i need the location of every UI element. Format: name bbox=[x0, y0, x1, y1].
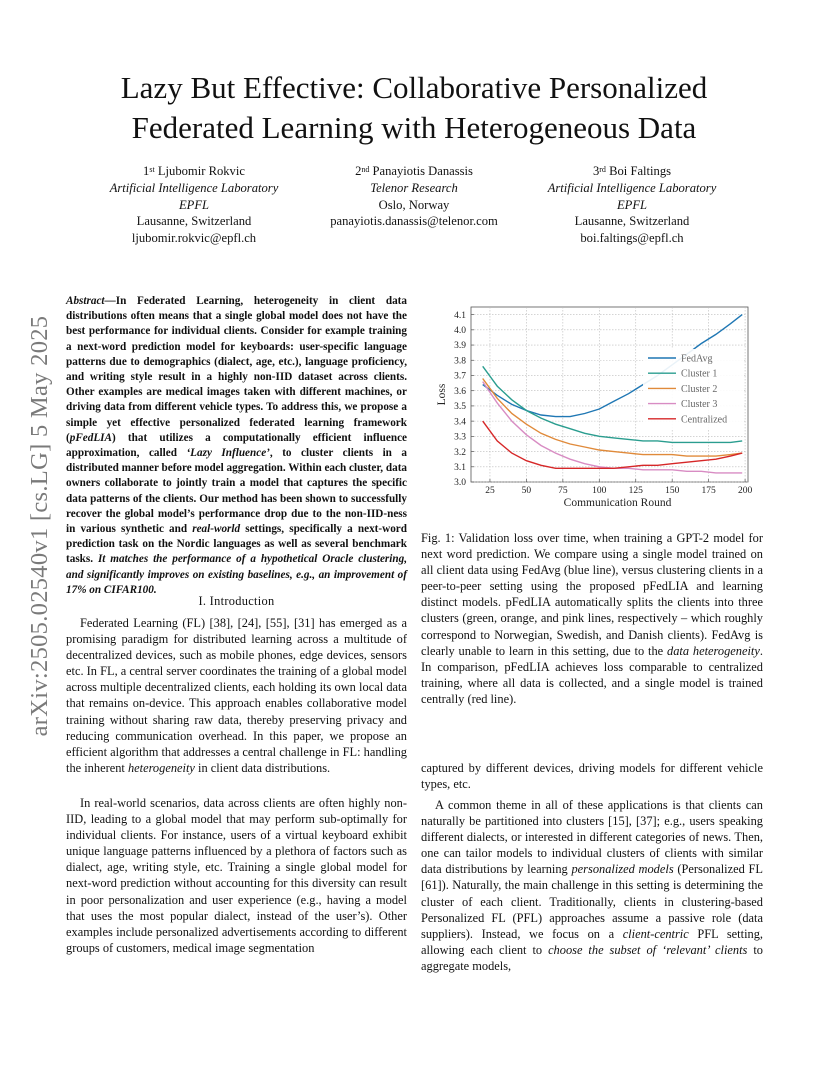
abstract: Abstract—In Federated Learning, heterogeneity in client data distributions often means that a single global model does not have the best performance for individual clients. Consider for example training a next-word prediction model for keyboards: user-specific language patterns due to demographics (dialect, age, etc.), language proficiency, and writing style result in a highly non-IID dataset across clients. Other examples are medical images taken with different machines, or driving data from different vehicle types. To address this, we propose a simple yet effective personalized federated learning framework (pFedLIA) that utilizes a computationally efficient influence approximation, called ‘Lazy Influence’, to cluster clients in a distributed manner before model aggregation. Within each cluster, data owners collaborate to jointly train a model that captures the specific data patterns of the clients. Our method has been shown to successfully recover the global model’s performance drop due to the non-IID-ness in various synthetic and real-world settings, specifically a next-word prediction task on the Nordic languages as well as several benchmark tasks. It matches the performance of a hypothetical Oracle clustering, and significantly improves on existing baselines, e.g., an improvement of 17% on CIFAR100. bbox=[66, 295, 408, 596]
author-email[interactable]: panayiotis.danassis@telenor.com bbox=[330, 214, 498, 229]
arxiv-stamp[interactable]: arXiv:2505.02540v1 [cs.LG] 5 May 2025 bbox=[26, 315, 53, 737]
y-tick-label: 3.7 bbox=[454, 371, 466, 382]
paper-title bbox=[60, 68, 768, 148]
y-tick-label: 3.2 bbox=[454, 447, 466, 458]
author-email[interactable]: ljubomir.rokvic@epfl.ch bbox=[131, 231, 257, 246]
author-location: Oslo, Norway bbox=[378, 197, 450, 212]
section-heading-introduction: I. Introduction bbox=[198, 594, 275, 608]
author-name: 1st Ljubomir Rokvic bbox=[143, 164, 245, 178]
x-tick-label: 125 bbox=[628, 486, 643, 496]
author-affiliation: Artificial Intelligence Laboratory bbox=[547, 180, 717, 195]
x-tick-label: 25 bbox=[485, 486, 495, 496]
y-tick-label: 3.4 bbox=[454, 417, 466, 428]
legend-label: Cluster 3 bbox=[681, 399, 718, 411]
y-tick-label: 3.5 bbox=[454, 402, 466, 413]
author-3 bbox=[512, 163, 752, 247]
author-organization: EPFL bbox=[616, 197, 648, 212]
author-name: 3rd Boi Faltings bbox=[592, 164, 672, 178]
x-tick-label: 175 bbox=[701, 486, 716, 496]
y-tick-label: 4.1 bbox=[454, 310, 466, 321]
loss-line-chart bbox=[430, 300, 755, 515]
x-tick-label: 100 bbox=[592, 486, 607, 496]
y-tick-label: 3.3 bbox=[454, 432, 466, 443]
legend-label: Cluster 2 bbox=[681, 383, 718, 395]
title-line-1: Lazy But Effective: Collaborative Personalized bbox=[120, 70, 708, 105]
author-location: Lausanne, Switzerland bbox=[574, 214, 690, 229]
author-affiliation: Artificial Intelligence Laboratory bbox=[109, 180, 279, 195]
y-tick-label: 3.0 bbox=[454, 478, 466, 489]
abstract-heading: Abstract bbox=[66, 295, 105, 307]
author-location: Lausanne, Switzerland bbox=[136, 214, 252, 229]
legend-label: Centralized bbox=[681, 414, 728, 426]
intro-paragraph-2: In real-world scenarios, data across clients are often highly non-IID, leading to a global model that may perform sub-optimally for individual clients. For instance, users of a virtual keyboard exhibit unique language patterns influenced by a plethora of factors such as dialect, age, writing style, etc. Training a single global model for next-word prediction without accounting for this diversity can result in poor personalization and user experience (e.g., having a model that uses the most popular dialect, instead of the user’s). Other examples include personalized advertisements according to different groups of customers, medical image segmentation bbox=[66, 796, 407, 955]
author-affiliation: Telenor Research bbox=[370, 180, 458, 195]
author-email[interactable]: boi.faltings@epfl.ch bbox=[580, 231, 684, 246]
x-tick-label: 150 bbox=[665, 486, 680, 496]
author-organization: EPFL bbox=[178, 197, 210, 212]
y-tick-label: 3.9 bbox=[454, 341, 466, 352]
x-tick-label: 50 bbox=[521, 486, 532, 496]
author-2 bbox=[294, 163, 534, 230]
y-tick-label: 4.0 bbox=[454, 326, 466, 337]
y-axis-label: Loss bbox=[436, 383, 448, 406]
y-tick-label: 3.8 bbox=[454, 356, 466, 367]
title-line-2: Federated Learning with Heterogeneous Data bbox=[131, 110, 697, 145]
x-tick-label: 200 bbox=[737, 486, 753, 496]
author-name: 2nd Panayiotis Danassis bbox=[355, 164, 473, 178]
x-axis-label: Communication Round bbox=[563, 497, 672, 509]
x-tick-label: 75 bbox=[558, 486, 568, 496]
author-1 bbox=[74, 163, 314, 247]
legend-label: Cluster 1 bbox=[681, 368, 718, 380]
right-paragraph-1: captured by different devices, driving models for different vehicle types, etc. bbox=[421, 761, 763, 792]
figure-caption: Fig. 1: Validation loss over time, when training a GPT-2 model for next word prediction. We compare using a single model trained on all client data using FedAvg (blue line), versus clustering clients in a peer-to-peer setting using the proposed pFedLIA and learning distinct models. pFedLIA automatically splits the clients into three clusters (green, orange, and pink lines, respectively – which roughly correspond to Norwegian, Swedish, and Danish clients). FedAvg is clearly unable to learn in this setting, due to the data heterogeneity. In comparison, pFedLIA achieves loss comparable to centralized training, where all data is collected, and a single model is trained centrally (red line). bbox=[421, 531, 763, 706]
right-paragraph-2: A common theme in all of these applications is that clients can naturally be partitioned into clusters [15], [37]; e.g., users speaking different dialects, or interested in different categories of news. Then, one can tailor models to individual clusters of clients with similar data distributions by learning personalized models (Personalized FL [61]). Naturally, the main challenge in this setting is determining the cluster of each client. Traditionally, clients in clustering-based Personalized FL (PFL) approaches assume a passive role (data suppliers). Instead, we focus on a client-centric PFL setting, allowing each client to choose the subset of ‘relevant’ clients to aggregate models, bbox=[421, 798, 763, 973]
legend-label: FedAvg bbox=[681, 353, 713, 365]
y-tick-label: 3.6 bbox=[454, 386, 466, 397]
intro-paragraph-1: Federated Learning (FL) [38], [24], [55], [31] has emerged as a promising paradigm for distributed learning across a multitude of decentralized devices, such as mobile phones, edge devices, sensors etc. In FL, a central server coordinates the training of a global model across multiple decentralized clients, each holding its own local data that remains on-device. This approach enables collaborative model training without sharing raw data, thereby preserving privacy and reducing communication overhead. In this paper, we propose an efficient algorithm that addresses a central challenge in FL: handling the inherent heterogeneity in client data distributions. bbox=[66, 616, 407, 775]
y-tick-label: 3.1 bbox=[454, 462, 466, 473]
